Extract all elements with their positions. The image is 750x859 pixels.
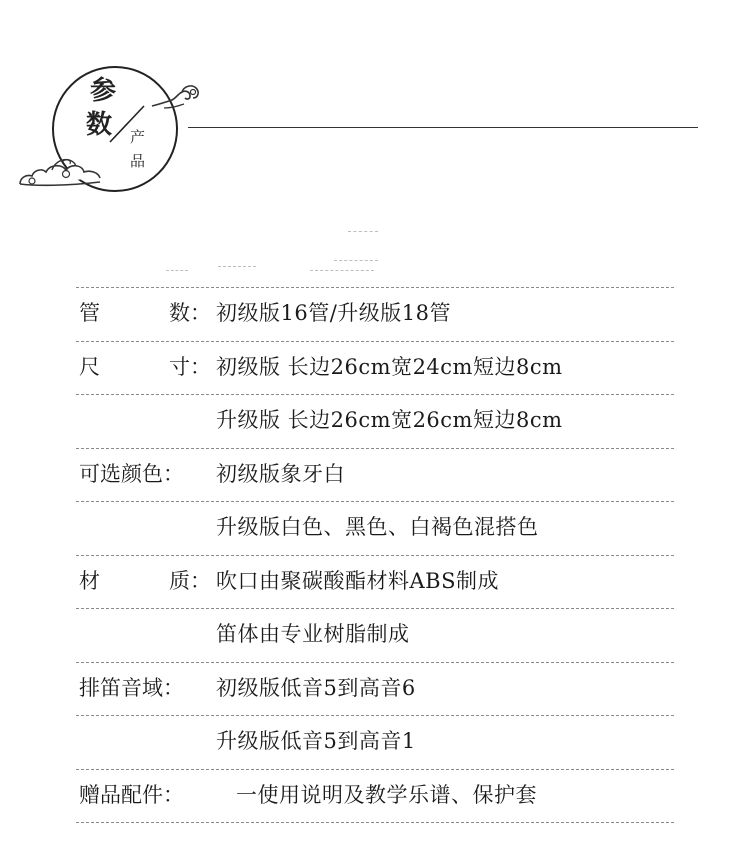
badge-char-1: 参: [90, 76, 117, 106]
row-label-part: 排笛音域：: [79, 675, 184, 700]
badge-small-char-2: 品: [130, 152, 146, 170]
table-row: [76, 287, 674, 341]
row-label-part: 数：: [169, 301, 211, 325]
table-row: [76, 501, 674, 555]
row-value: 初级版象牙白: [216, 461, 345, 486]
table-row: [76, 769, 674, 824]
table-row: [76, 555, 674, 609]
row-label: [79, 352, 211, 382]
cloud-swirl-left-icon: [16, 150, 116, 192]
table-row: [76, 608, 674, 662]
row-label: [79, 673, 211, 703]
table-row: [76, 715, 674, 769]
table-row: [76, 662, 674, 716]
row-value: 升级版 长边26cm宽26cm短边8cm: [216, 408, 563, 432]
faint-mark: [166, 270, 188, 271]
row-value: 初级版 长边26cm宽24cm短边8cm: [216, 354, 563, 379]
table-row: [76, 394, 674, 448]
table-row: [76, 448, 674, 502]
row-label-part: 寸：: [169, 354, 211, 379]
row-label: [79, 459, 211, 489]
row-value: 笛体由专业树脂制成: [216, 622, 410, 646]
faint-mark: [310, 270, 374, 271]
table-row: [76, 341, 674, 395]
row-value: 一使用说明及教学乐谱、保护套: [236, 782, 537, 807]
row-label-part: 可选颜色：: [79, 461, 184, 486]
row-label: [79, 780, 211, 810]
row-label-part: 材: [79, 568, 100, 593]
row-label-part: 赠品配件：: [79, 782, 184, 807]
badge-char-2: 数: [86, 110, 113, 140]
badge-small-char-1: 产: [130, 128, 146, 146]
row-value: 初级版低音5到高音6: [216, 675, 416, 700]
row-label-part: 尺: [79, 354, 100, 379]
cloud-swirl-right-icon: [150, 82, 202, 112]
faint-mark: [348, 231, 378, 232]
spec-table: [76, 287, 674, 823]
row-label: [79, 298, 211, 328]
row-label-part: 管: [79, 301, 100, 325]
row-value: 吹口由聚碳酸酯材料ABS制成: [216, 568, 499, 593]
row-label-part: 质：: [169, 568, 211, 593]
row-value: 升级版白色、黑色、白褐色混搭色: [216, 515, 539, 539]
row-value: 初级版16管/升级版18管: [216, 301, 452, 325]
header-rule: [188, 127, 698, 128]
row-label: [79, 566, 211, 596]
faint-mark: [218, 266, 256, 267]
faint-mark: [334, 260, 378, 261]
row-value: 升级版低音5到高音1: [216, 729, 416, 753]
section-header: [0, 0, 750, 200]
